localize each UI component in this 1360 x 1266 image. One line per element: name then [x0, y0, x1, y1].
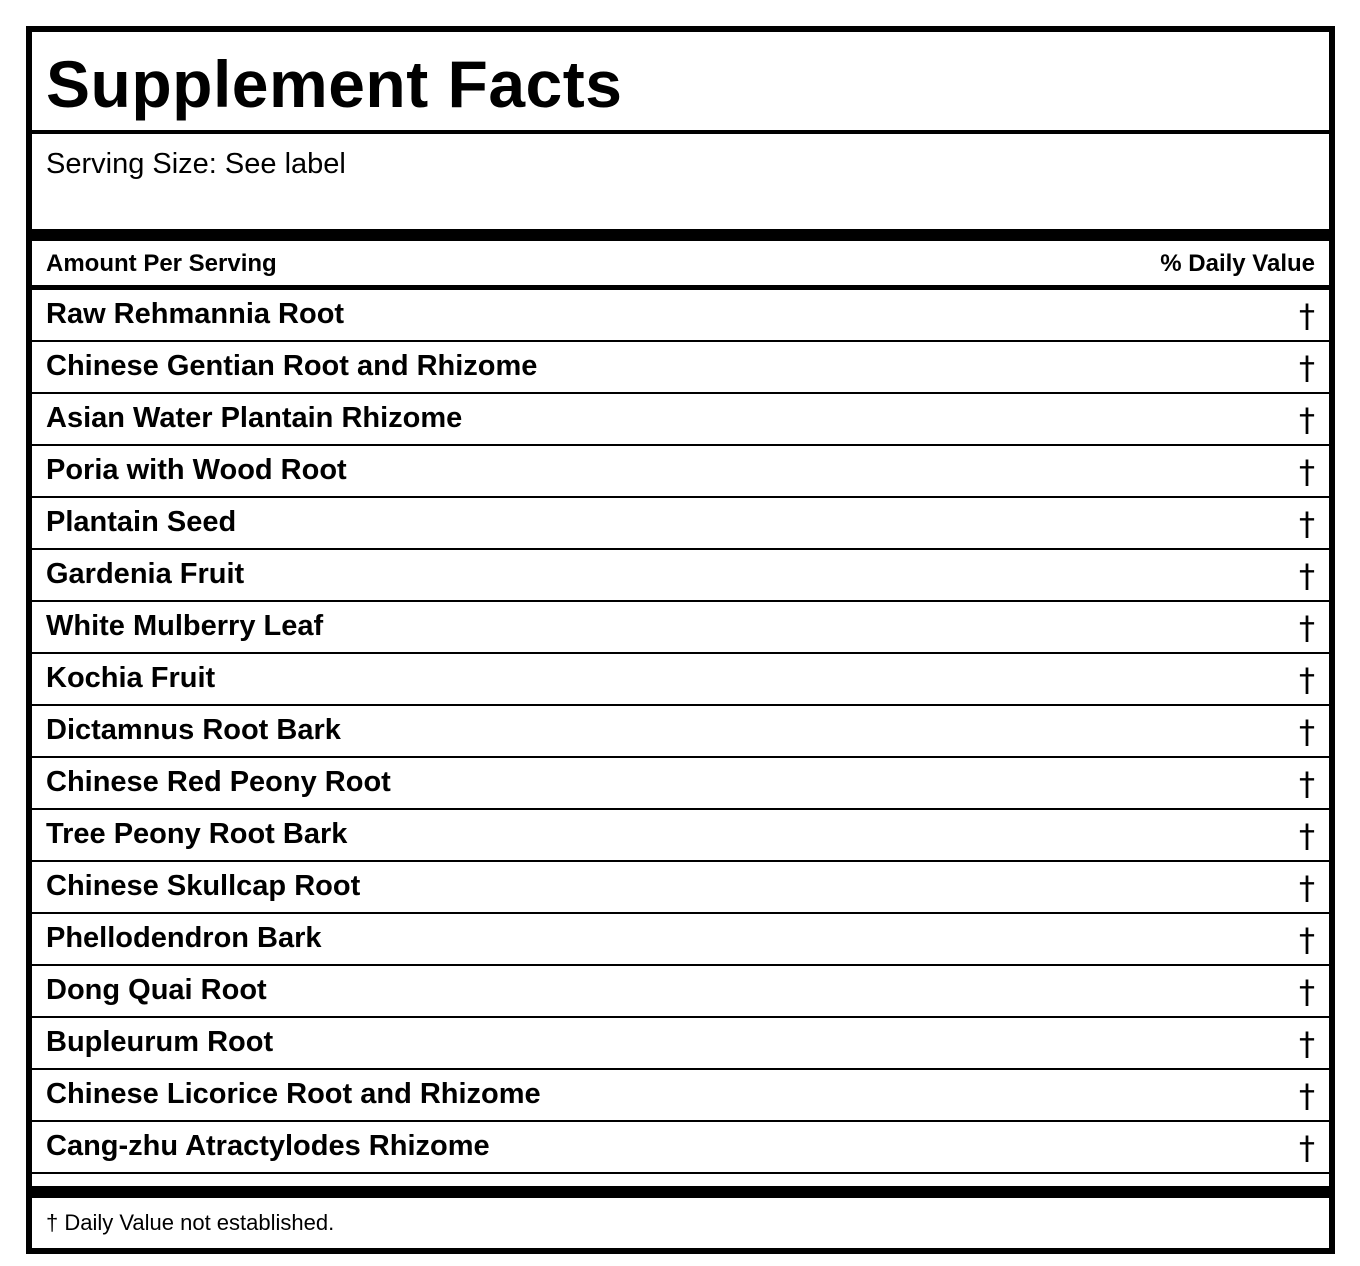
- ingredient-name: Phellodendron Bark: [46, 922, 322, 954]
- ingredient-name: Bupleurum Root: [46, 1026, 274, 1058]
- title-section: [32, 32, 1329, 134]
- ingredient-row: [32, 290, 1329, 342]
- ingredient-row: [32, 342, 1329, 394]
- list-end-spacer: [32, 1174, 1329, 1186]
- ingredient-daily-value: †: [1299, 765, 1315, 803]
- ingredient-row: [32, 1122, 1329, 1174]
- ingredient-name: Chinese Licorice Root and Rhizome: [46, 1078, 541, 1110]
- ingredient-row: [32, 758, 1329, 810]
- footnote-section: [32, 1198, 1329, 1246]
- ingredient-daily-value: †: [1299, 1129, 1315, 1167]
- ingredient-name: Cang-zhu Atractylodes Rhizome: [46, 1130, 490, 1162]
- ingredient-row: [32, 394, 1329, 446]
- ingredient-row: [32, 498, 1329, 550]
- ingredient-name: Dong Quai Root: [46, 974, 267, 1006]
- thick-divider: [32, 229, 1329, 241]
- ingredient-name: Plantain Seed: [46, 506, 237, 538]
- ingredient-row: [32, 862, 1329, 914]
- supplement-facts-panel: [26, 26, 1335, 1254]
- ingredient-daily-value: †: [1299, 557, 1315, 595]
- ingredient-name: Poria with Wood Root: [46, 454, 347, 486]
- column-header-row: [32, 241, 1329, 290]
- thick-divider-bottom: [32, 1186, 1329, 1198]
- ingredient-name: Tree Peony Root Bark: [46, 818, 348, 850]
- ingredient-daily-value: †: [1299, 297, 1315, 335]
- ingredient-name: White Mulberry Leaf: [46, 610, 324, 642]
- ingredient-daily-value: †: [1299, 713, 1315, 751]
- ingredient-name: Gardenia Fruit: [46, 558, 245, 590]
- ingredient-name: Kochia Fruit: [46, 662, 216, 694]
- ingredient-daily-value: †: [1299, 1077, 1315, 1115]
- ingredient-name: Dictamnus Root Bark: [46, 714, 341, 746]
- daily-value-label: % Daily Value: [1160, 250, 1315, 277]
- ingredient-daily-value: †: [1299, 349, 1315, 387]
- amount-per-serving-label: Amount Per Serving: [46, 250, 277, 277]
- ingredient-daily-value: †: [1299, 973, 1315, 1011]
- ingredient-name: Asian Water Plantain Rhizome: [46, 402, 463, 434]
- ingredient-daily-value: †: [1299, 1025, 1315, 1063]
- ingredient-row: [32, 1018, 1329, 1070]
- ingredient-name: Chinese Gentian Root and Rhizome: [46, 350, 538, 382]
- ingredient-daily-value: †: [1299, 869, 1315, 907]
- ingredient-list: [32, 290, 1329, 1174]
- ingredient-name: Chinese Red Peony Root: [46, 766, 391, 798]
- ingredient-row: [32, 706, 1329, 758]
- ingredient-daily-value: †: [1299, 453, 1315, 491]
- panel-title: Supplement Facts: [46, 47, 623, 121]
- ingredient-daily-value: †: [1299, 609, 1315, 647]
- ingredient-daily-value: †: [1299, 817, 1315, 855]
- ingredient-row: [32, 810, 1329, 862]
- ingredient-daily-value: †: [1299, 401, 1315, 439]
- footnote: † Daily Value not established.: [46, 1210, 335, 1235]
- ingredient-row: [32, 654, 1329, 706]
- ingredient-name: Chinese Skullcap Root: [46, 870, 361, 902]
- ingredient-row: [32, 966, 1329, 1018]
- ingredient-daily-value: †: [1299, 921, 1315, 959]
- ingredient-name: Raw Rehmannia Root: [46, 298, 345, 330]
- serving-section: [32, 134, 1329, 229]
- ingredient-row: [32, 602, 1329, 654]
- ingredient-daily-value: †: [1299, 505, 1315, 543]
- ingredient-row: [32, 914, 1329, 966]
- ingredient-row: [32, 446, 1329, 498]
- ingredient-row: [32, 1070, 1329, 1122]
- serving-size: Serving Size: See label: [46, 148, 346, 180]
- ingredient-daily-value: †: [1299, 661, 1315, 699]
- ingredient-row: [32, 550, 1329, 602]
